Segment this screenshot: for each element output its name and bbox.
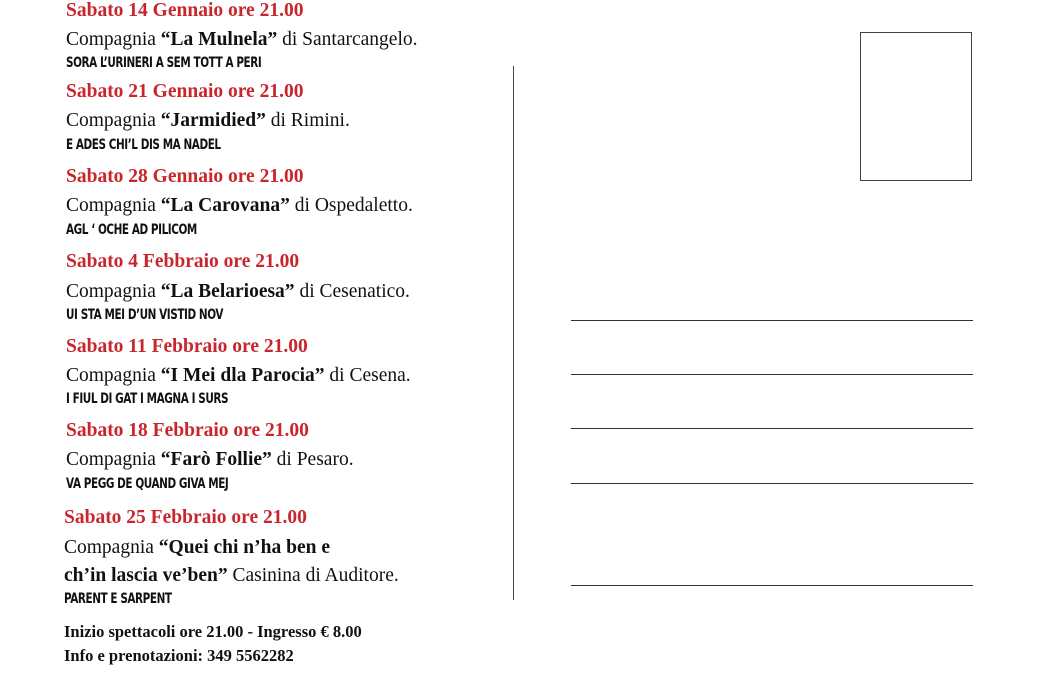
show-company: Compagnia “I Mei dla Parocia” di Cesena. xyxy=(66,365,411,386)
show-company: Compagnia “La Belarioesa” di Cesenatico. xyxy=(66,281,410,302)
play-title: PARENT E SARPENT xyxy=(64,591,172,607)
show-company: Compagnia “Farò Follie” di Pesaro. xyxy=(66,449,354,470)
show-company-continued: ch’in lascia ve’ben” Casinina di Auditore. xyxy=(64,565,399,586)
play-title: I FIUL DI GAT I MAGNA I SURS xyxy=(66,391,229,407)
play-title: E ADES CHI’L DIS MA NADEL xyxy=(66,137,221,153)
show-date: Sabato 4 Febbraio ore 21.00 xyxy=(66,251,300,272)
footer-info-line: Inizio spettacoli ore 21.00 - Ingresso € 8.00 xyxy=(64,622,362,641)
play-title: SORA L’URINERI A SEM TOTT A PERI xyxy=(66,55,262,71)
footer-contact-line: Info e prenotazioni: 349 5562282 xyxy=(64,646,294,665)
show-date: Sabato 14 Gennaio ore 21.00 xyxy=(66,0,304,21)
show-date: Sabato 25 Febbraio ore 21.00 xyxy=(64,507,307,528)
show-date: Sabato 21 Gennaio ore 21.00 xyxy=(66,81,304,102)
stamp-box xyxy=(860,32,972,181)
show-company: Compagnia “Quei chi n’ha ben e xyxy=(64,537,330,558)
address-line xyxy=(571,428,973,429)
company-name: “La Mulnela” xyxy=(160,29,278,50)
play-title: UI STA MEI D’UN VISTID NOV xyxy=(66,307,224,323)
address-line xyxy=(571,585,973,586)
company-name: “Quei chi n’ha ben e xyxy=(158,537,330,558)
show-date: Sabato 18 Febbraio ore 21.00 xyxy=(66,420,309,441)
postcard-divider xyxy=(513,66,514,600)
company-name: ch’in lascia ve’ben” xyxy=(64,565,228,586)
company-name: “Jarmidied” xyxy=(160,110,266,131)
company-name: “La Carovana” xyxy=(160,195,290,216)
company-name: “I Mei dla Parocia” xyxy=(160,365,325,386)
show-date: Sabato 11 Febbraio ore 21.00 xyxy=(66,336,308,357)
address-line xyxy=(571,483,973,484)
show-date: Sabato 28 Gennaio ore 21.00 xyxy=(66,166,304,187)
show-company: Compagnia “La Mulnela” di Santarcangelo. xyxy=(66,29,418,50)
address-line xyxy=(571,374,973,375)
show-company: Compagnia “La Carovana” di Ospedaletto. xyxy=(66,195,413,216)
address-line xyxy=(571,320,973,321)
play-title: VA PEGG DE QUAND GIVA MEJ xyxy=(66,476,229,492)
company-name: “La Belarioesa” xyxy=(160,281,295,302)
show-company: Compagnia “Jarmidied” di Rimini. xyxy=(66,110,350,131)
company-name: “Farò Follie” xyxy=(160,449,272,470)
play-title: AGL ‘ OCHE AD PILICOM xyxy=(66,222,197,238)
